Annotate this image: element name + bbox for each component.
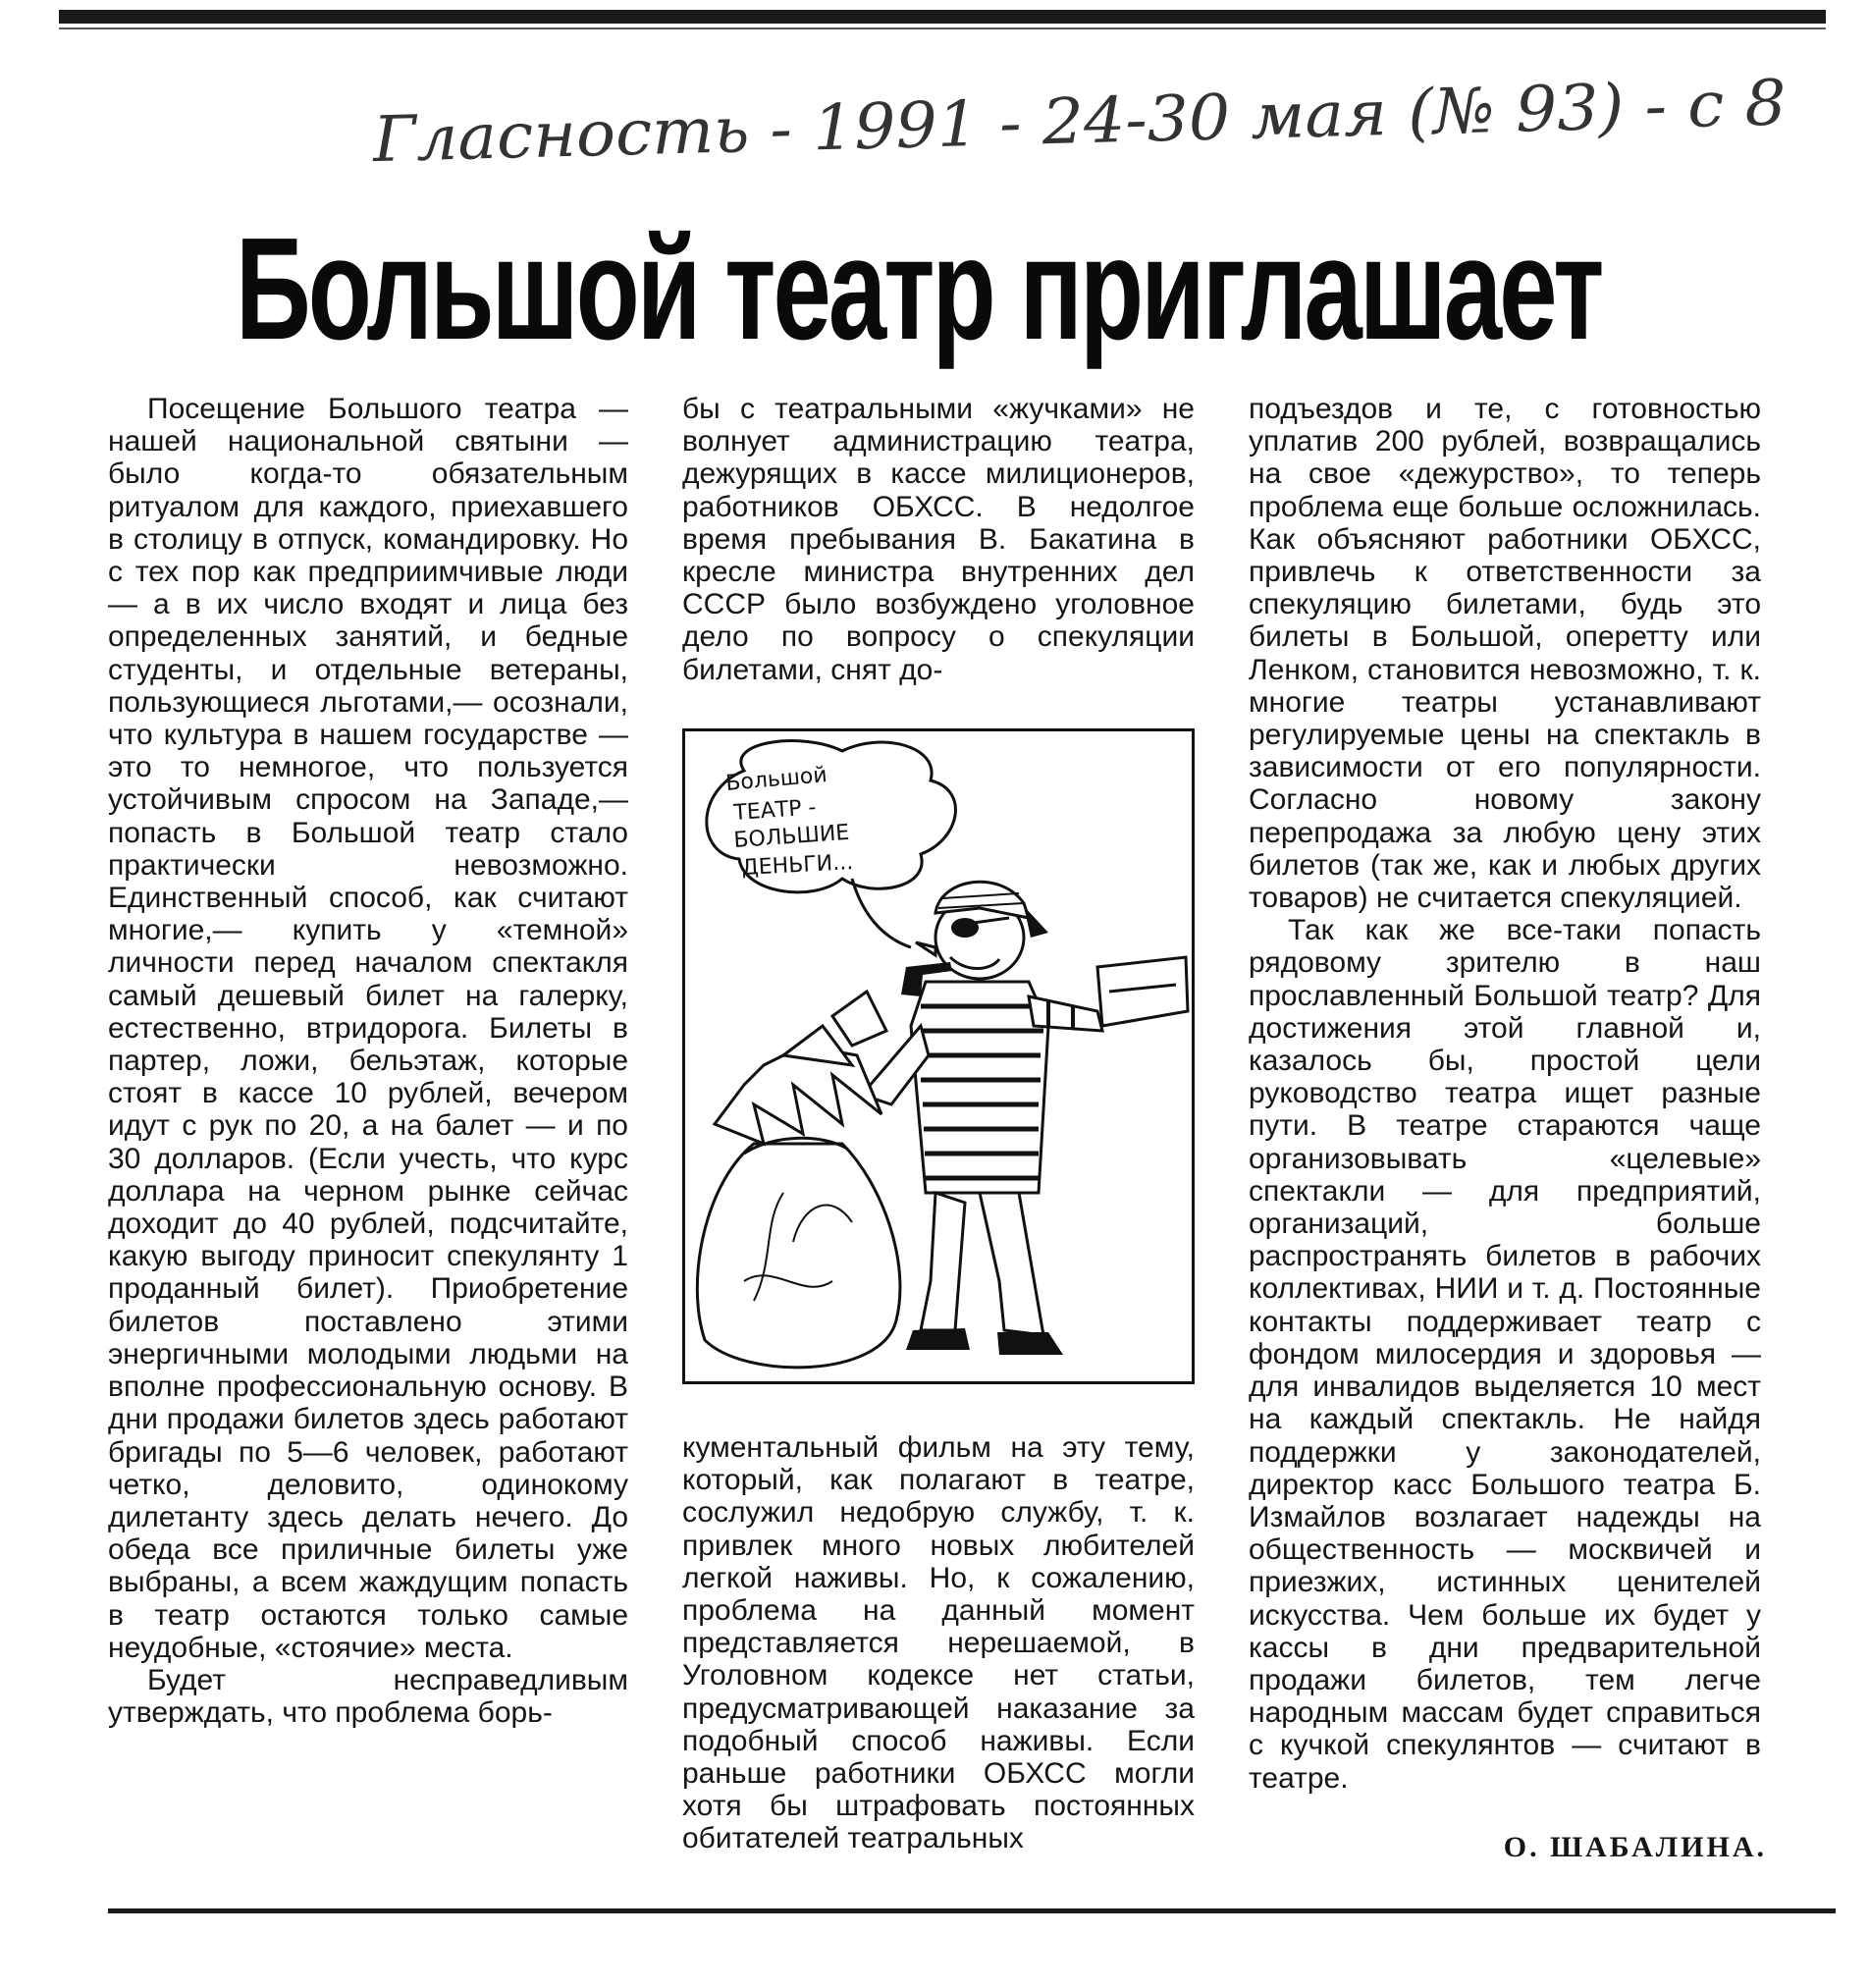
- handwritten-note: [363, 69, 1816, 187]
- bubble-line-2: ТЕАТР -: [732, 795, 818, 826]
- bubble-line-3: БОЛЬШИЕ: [732, 820, 851, 853]
- paragraph: кументальный фильм на эту тему, который, как полагают в театре, сослужил недобрую службу, т. к. привлек много новых любителей легкой наживы. Но, к сожалению, проблема на данный момент представляется нерешаемой, в Уголовном кодексе нет статьи, предусматривающей наказание за подобный способ наживы. Если раньше работники ОБХСС могли хотя бы штрафовать постоянных обитателей театральных: [682, 1431, 1195, 1855]
- paragraph: подъездов и те, с готовностью уплатив 200 рублей, возвращались на свое «дежурство», то теперь проблема еще больше осложнилась. Как объясняют работники ОБХСС, привлечь к ответственности за спекуляцию билетами, будь это билеты в Большой, оперетту или Ленком, становится невозможно, т. к. многие театры устанавливают регулируемые цены на спектакль в зависимости от его популярности. Согласно новому закону перепродажа за любую цену этих билетов (так же, как и любых других товаров) не считается спекуляцией.: [1249, 393, 1761, 915]
- cartoon-illustration: [682, 728, 1195, 1384]
- bottom-rule: [108, 1908, 1836, 1913]
- bubble-line-1: Большой: [724, 763, 828, 796]
- paragraph: Будет несправедливым утверждать, что проблема борь-: [108, 1663, 628, 1730]
- article-column-3: [1249, 393, 1761, 1795]
- pirate-figure: [862, 882, 1188, 1355]
- money-bag: [697, 992, 900, 1368]
- paragraph: бы с театральными «жучками» не волнует администрацию театра, дежурящих в кассе милиционеров, работников ОБХСС. В недолгое время пребывания В. Бакатина в кресле министра внутренних дел СССР было возбуждено уголовное дело по вопросу о спекуляции билетами, снят до-: [682, 393, 1195, 686]
- top-rule: [59, 10, 1826, 24]
- paragraph: Посещение Большого театра — нашей национальной святыни — было когда-то обязательным ритуалом для каждого, приехавшего в столицу в отпуск, командировку. Но с тех пор как предприимчивые люди — а в их число входят и лица без определенных занятий, и бедные студенты, и отдельные ветераны, пользующиеся льготами,— осознали, что культура в нашем государстве — это то немногое, что пользуется устойчивым спросом на Западе,— попасть в Большой театр стало практически невозможно. Единственный способ, как считают многие,— купить у «темной» личности перед началом спектакля самый дешевый билет на галерку, естественно, втридорога. Билеты в партер, ложи, бельэтаж, которые стоят в кассе 10 рублей, вечером идут с рук по 20, а на балет — и по 30 долларов. (Если учесть, что курс доллара на черном рынке сейчас доходит до 40 рублей, подсчитайте, какую выгоду приносит спекулянту 1 проданный билет). Приобретение билетов поставлено этими энергичными молодыми людьми на вполне профессиональную основу. В дни продажи билетов здесь работают бригады по 5—6 человек, работают четко, деловито, одинокому дилетанту здесь делать нечего. До обеда все приличные билеты уже выбраны, а всем жаждущим попасть в театр остаются только самые неудобные, «стоячие» места.: [108, 393, 628, 1664]
- paragraph: Так как же все-таки попасть рядовому зрителю в наш прославленный Большой театр? Для достижения этой главной и, казалось бы, простой цели руководство театра ищет разные пути. В театре стараются чаще организовывать «целевые» спектакли — для предприятий, организаций, больше распространять билетов в рабочих коллективах, НИИ и т. д. Постоянные контакты поддерживает театр с фондом милосердия и здоровья — для инвалидов выделяется 10 мест на каждый спектакль. Не найдя поддержки у законодателей, директор касс Большого театра Б. Измайлов возлагает надежды на общественность — москвичей и приезжих, истинных ценителей искусства. Чем больше их будет у кассы в дни предварительной продажи билетов, тем легче народным массам будет справиться с кучкой спекулянтов — считают в театре.: [1249, 914, 1761, 1795]
- byline: О. ШАБАЛИНА.: [1503, 1831, 1767, 1863]
- cartoon-drawing: [685, 731, 1192, 1381]
- handwritten-note-text: Гласность - 1991 - 24-30 мая (№ 93) - с 8: [372, 69, 1736, 178]
- article-column-1: [108, 393, 628, 1729]
- headline: Большой театр приглашает: [236, 208, 1602, 370]
- article-column-2-bottom: [682, 1431, 1195, 1855]
- top-rule-thin: [59, 27, 1826, 29]
- article-column-2-top: [682, 393, 1195, 686]
- bubble-line-4: ДЕНЬГИ...: [741, 850, 854, 881]
